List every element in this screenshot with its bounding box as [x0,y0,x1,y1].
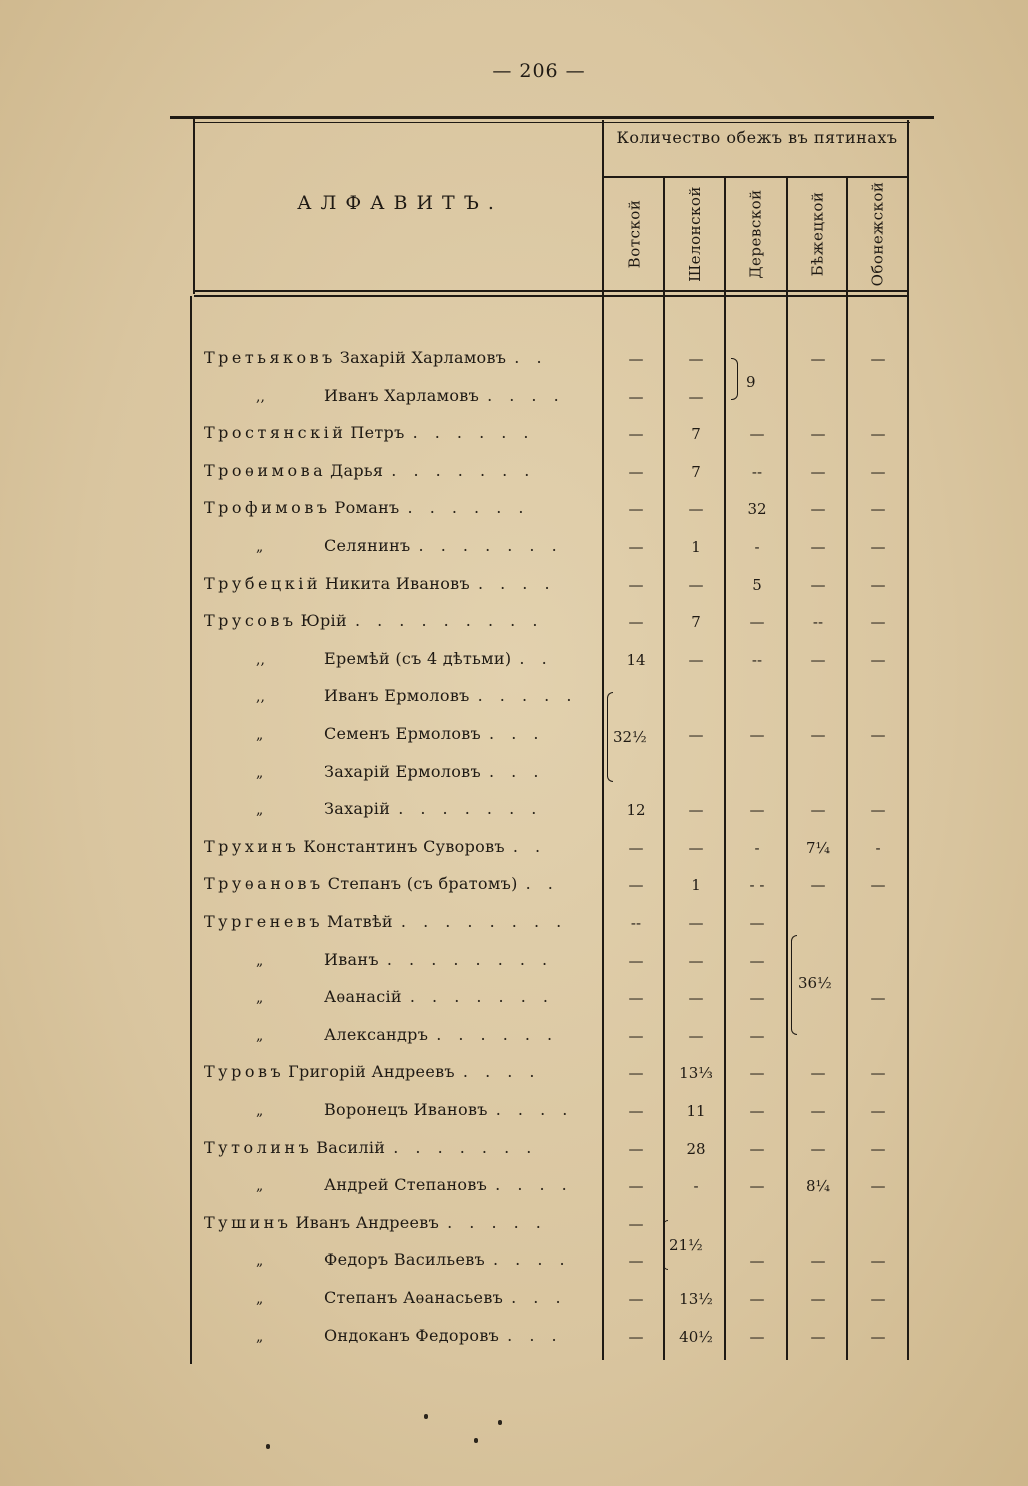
alphabet-heading: АЛФАВИТЪ. [297,192,503,214]
given-name: Матвѣй [327,912,393,931]
cell-bezhetskoy: — [810,500,826,519]
ditto-mark: „ [256,1328,264,1345]
cell-shelonskoy: 28 [686,1139,706,1158]
brace-tretyakov [731,358,738,400]
table-row [0,906,1028,943]
entry-name [256,1288,596,1312]
table-row [0,568,1028,605]
cell-derevskoy: — [749,1290,765,1308]
column-header-votskoy: Вотской [625,199,643,269]
cell-obonezhskoy: — [870,1252,886,1271]
cell-shelonskoy: — [688,500,704,519]
entry-name [256,1250,596,1274]
ditto-mark: ,, [256,689,265,706]
cell-bezhetskoy: — [810,726,826,744]
ditto-mark: „ [256,764,264,781]
ditto-mark: ,, [256,388,265,405]
surname: Тутолинъ [204,1137,313,1157]
given-name: Александръ [324,1024,429,1044]
table-row [0,1094,1028,1131]
cell-obonezhskoy: — [870,350,886,368]
given-name: Степанъ (съ братомъ) [327,874,518,894]
cell-votskoy: — [628,462,644,481]
cell-bezhetskoy: -- [812,613,824,632]
cell-votskoy: 14 [626,650,646,669]
cell-derevskoy: — [749,425,765,444]
cell-bezhetskoy: — [810,1252,826,1271]
entry-name [204,874,596,898]
ditto-mark: „ [256,1178,264,1195]
cell-shelonskoy: 40½ [679,1327,713,1346]
cell-votskoy: -- [630,914,642,932]
cell-shelonskoy: - [693,1177,699,1196]
entry-name [204,348,596,372]
cell-bezhetskoy: — [810,538,826,556]
cell-derevskoy: - - [749,876,765,895]
cell-obonezhskoy: — [870,1290,886,1308]
dot-leader: . . [525,874,559,894]
given-name: Григорій Андреевъ [288,1062,455,1082]
brace-tushin [663,1220,668,1270]
cell-shelonskoy: — [688,914,704,932]
dot-leader: . . . . . . [412,423,535,443]
given-name: Иванъ [324,949,379,969]
count-heading: Количество обежъ въ пятинахъ [616,128,898,147]
entry-name [256,799,596,823]
cell-derevskoy: - [754,838,760,857]
cell-obonezhskoy: — [870,801,886,820]
cell-obonezhskoy: — [870,613,886,632]
given-name: Захарій Ермоловъ [324,761,481,781]
ink-speck [424,1414,428,1419]
cell-votskoy: — [628,1290,644,1308]
dot-leader: . . . . [493,1250,571,1270]
cell-shelonskoy: — [688,838,704,857]
header-rule [194,290,908,292]
cell-bezhetskoy: — [810,1064,826,1083]
cell-votskoy: — [628,500,644,519]
ditto-mark: „ [256,539,264,555]
ditto-mark: „ [256,952,264,969]
given-name: Дарья [330,460,384,480]
given-name: Семенъ Ермоловъ [324,724,482,743]
cell-shelonskoy: — [688,650,704,669]
entry-name [256,762,596,786]
cell-votskoy: — [628,425,644,444]
table-row [0,342,1028,379]
dot-leader: . . . . . . . [409,987,554,1007]
table-row [0,1056,1028,1093]
cell-bezhetskoy: — [810,1290,826,1308]
cell-shelonskoy: — [688,575,704,594]
surname: Тургеневъ [204,912,323,931]
dot-leader: . . . [507,1325,563,1345]
given-name: Воронецъ Ивановъ [324,1100,488,1119]
cell-bezhetskoy: — [810,801,826,820]
entry-name [256,987,596,1011]
given-name: Аѳанасій [324,987,402,1007]
cell-votskoy: — [628,876,644,895]
entry-name [204,1213,596,1237]
cell-shelonskoy: 7 [691,613,701,632]
brace-value-trusov: 32½ [613,728,647,746]
surname: Тростянскій [204,423,347,443]
cell-obonezhskoy: — [870,1327,886,1346]
column-header-obonezhskoy: Обонежской [868,181,886,287]
cell-bezhetskoy: — [810,575,826,594]
cell-bezhetskoy: 7¼ [805,838,831,857]
cell-obonezhskoy: - [875,838,881,857]
cell-bezhetskoy: — [810,650,826,669]
given-name: Андрей Степановъ [324,1175,488,1195]
cell-votskoy: — [628,387,644,406]
dot-leader: . . . . [487,385,565,405]
top-rule-inner [194,122,910,123]
given-name: Селянинъ [324,536,411,555]
column-header-shelonskoy: Шелонской [686,186,705,282]
dot-leader: . . . . . [477,686,578,706]
dot-leader: . . . . . . . [391,460,536,480]
table-row [0,756,1028,793]
cell-derevskoy: — [749,989,765,1008]
dot-leader: . . [512,836,547,856]
given-name: Иванъ Ермоловъ [324,686,470,706]
cell-derevskoy: — [749,1177,765,1196]
given-name: Иванъ Андреевъ [295,1212,440,1232]
cell-votskoy: — [628,1327,644,1346]
ditto-mark: „ [256,1291,264,1307]
column-header-bezhetskoy: Бѣжецкой [808,191,827,277]
cell-obonezhskoy: — [870,1064,886,1083]
dot-leader: . . [519,648,553,668]
cell-obonezhskoy: — [870,575,886,594]
entry-name [256,1100,596,1124]
given-name: Еремѣй (съ 4 дѣтьми) [324,648,512,668]
cell-shelonskoy: 7 [691,462,701,481]
cell-votskoy: — [628,951,644,970]
surname: Третьяковъ [204,348,336,367]
entry-name [256,686,596,710]
cell-obonezhskoy: — [870,425,886,444]
dot-leader: . . . . . . . [398,799,543,819]
cell-shelonskoy: 7 [691,425,701,444]
cell-derevskoy: — [749,1139,765,1158]
surname: Трусовъ [204,611,297,631]
table-row [0,530,1028,567]
table-row [0,492,1028,529]
table-row [0,417,1028,454]
entry-name [256,1326,596,1350]
cell-shelonskoy: — [688,387,704,406]
cell-derevskoy: -- [751,650,763,669]
cell-votskoy: — [628,1102,644,1120]
given-name: Никита Ивановъ [325,573,470,593]
cell-obonezhskoy: — [870,1102,886,1120]
cell-bezhetskoy: — [810,1139,826,1158]
cell-shelonskoy: 1 [691,538,701,556]
ditto-mark: „ [256,1027,264,1044]
cell-shelonskoy: — [688,801,704,820]
dot-leader: . . . . [477,573,556,593]
dot-leader: . . . . . . . [418,536,563,555]
cell-votskoy: — [628,350,644,368]
dot-leader: . . . . . . . . [400,912,568,931]
table-row [0,944,1028,981]
cell-derevskoy: — [749,1252,765,1271]
cell-derevskoy: — [749,1102,765,1120]
given-name: Степанъ Аѳанасьевъ [324,1288,504,1307]
entry-name [256,1025,596,1049]
ditto-mark: „ [256,990,264,1007]
ink-speck [474,1438,478,1443]
cell-obonezhskoy: — [870,726,886,744]
cell-bezhetskoy: — [810,425,826,444]
surname: Туровъ [204,1062,285,1082]
brace-value-tretyakov: 9 [746,373,756,391]
dot-leader: . . . . . [447,1212,547,1232]
cell-shelonskoy: — [688,726,704,744]
dot-leader: . . . . [495,1100,574,1119]
given-name: Иванъ Харламовъ [324,385,480,405]
dot-leader: . . . . . . . . . [354,611,544,631]
cell-shelonskoy: — [688,989,704,1008]
cell-bezhetskoy: — [810,462,826,481]
table-row [0,680,1028,717]
surname: Трубецкій [204,573,321,593]
cell-derevskoy: — [749,1327,765,1346]
cell-votskoy: — [628,538,644,556]
ditto-mark: „ [256,727,264,743]
entry-name [204,912,596,936]
entry-name [204,1138,596,1162]
cell-votskoy: 12 [626,801,646,820]
entry-name [204,837,596,861]
given-name: Романъ [334,498,400,518]
cell-shelonskoy: — [688,1026,704,1045]
surname: Труѳановъ [204,874,324,894]
table-row [0,455,1028,492]
ditto-mark: „ [256,1103,264,1119]
dot-leader: . . . . [495,1175,573,1195]
cell-derevskoy: 32 [747,500,767,519]
cell-votskoy: — [628,1252,644,1271]
column-header-derevskoy: Деревской [747,189,765,279]
cell-votskoy: — [628,838,644,857]
entry-name [204,423,596,447]
cell-bezhetskoy: — [810,876,826,895]
given-name: Константинъ Суворовъ [303,836,505,856]
cell-obonezhskoy: — [870,462,886,481]
entry-name [256,950,596,974]
cell-votskoy: — [628,1026,644,1045]
cell-votskoy: — [628,613,644,632]
surname: Трофимовъ [204,498,331,518]
entry-name [204,611,596,635]
entry-name [256,724,596,748]
cell-derevskoy: — [749,726,765,744]
cell-obonezhskoy: — [870,650,886,669]
entry-name [256,386,596,410]
ditto-mark: „ [256,802,264,819]
entry-name [204,461,596,485]
cell-bezhetskoy: 8¼ [805,1177,831,1196]
table-row [0,1019,1028,1056]
ink-speck [498,1420,502,1425]
cell-bezhetskoy: — [810,1102,826,1120]
dot-leader: . . . [511,1288,567,1307]
table-row [0,380,1028,417]
ditto-mark: „ [256,1253,264,1270]
given-name: Федоръ Васильевъ [324,1250,485,1270]
cell-derevskoy: - [754,538,760,556]
cell-obonezhskoy: — [870,1177,886,1196]
table-row [0,643,1028,680]
entry-name [204,574,596,598]
ditto-mark: ,, [256,651,265,668]
dot-leader: . . . [489,724,545,743]
table-row [0,1207,1028,1244]
table-row [0,605,1028,642]
brace-turgenev [791,935,797,1035]
page-number: — 206 — [492,60,586,82]
cell-shelonskoy: 13½ [679,1290,713,1308]
surname: Тушинъ [204,1212,292,1232]
cell-votskoy: — [628,989,644,1008]
cell-bezhetskoy: — [810,350,826,368]
table-row [0,718,1028,755]
cell-obonezhskoy: — [870,500,886,519]
ink-speck [266,1444,270,1449]
cell-shelonskoy: — [688,951,704,970]
given-name: Юрій [300,611,347,631]
dot-leader: . . . . . . . . [386,949,554,969]
table-left-border [193,118,195,294]
cell-votskoy: — [628,1064,644,1083]
entry-name [204,1062,596,1086]
cell-votskoy: — [628,1214,644,1233]
table-row [0,1244,1028,1281]
cell-obonezhskoy: — [870,538,886,556]
table-row [0,1132,1028,1169]
table-row [0,1282,1028,1319]
dot-leader: . . . . . . [407,498,530,518]
dot-leader: . . . . . . [436,1024,559,1044]
cell-derevskoy: — [749,1026,765,1045]
table-row [0,793,1028,830]
brace-value-turgenev: 36½ [798,974,832,992]
table-row [0,868,1028,905]
cell-votskoy: — [628,1139,644,1158]
cell-shelonskoy: — [688,350,704,368]
dot-leader: . . . [488,761,545,781]
cell-derevskoy: — [749,613,765,632]
cell-derevskoy: -- [751,462,763,481]
given-name: Василій [316,1137,386,1157]
dot-leader: . . . . [462,1062,541,1082]
given-name: Петръ [350,423,405,443]
cell-shelonskoy: 1 [691,876,701,895]
cell-obonezhskoy: — [870,1139,886,1158]
dot-leader: . . [514,348,548,367]
given-name: Захарій [324,799,391,819]
dot-leader: . . . . . . . [393,1137,538,1157]
cell-derevskoy: — [749,1064,765,1083]
cell-derevskoy: 5 [752,575,762,594]
table-row [0,831,1028,868]
top-rule [170,116,934,119]
cell-votskoy: — [628,1177,644,1196]
surname: Троѳимова [204,460,327,480]
cell-shelonskoy: 11 [686,1102,706,1120]
entry-name [256,1175,596,1199]
given-name: Ондоканъ Федоровъ [324,1325,500,1345]
cell-votskoy: — [628,575,644,594]
cell-obonezhskoy: — [870,876,886,895]
cell-derevskoy: — [749,914,765,932]
header-rule-2 [194,295,908,297]
table-row [0,1320,1028,1357]
brace-value-tushin: 21½ [669,1236,703,1254]
entry-name [256,649,596,673]
cell-shelonskoy: 13⅓ [679,1064,713,1083]
cell-obonezhskoy: — [870,989,886,1008]
cell-bezhetskoy: — [810,1327,826,1346]
table-row [0,1169,1028,1206]
table-row [0,981,1028,1018]
cell-derevskoy: — [749,801,765,820]
surname: Трухинъ [204,836,300,856]
entry-name [204,498,596,522]
cell-derevskoy: — [749,951,765,970]
given-name: Зaxapiй Харламовъ [339,348,507,367]
entry-name [256,536,596,560]
